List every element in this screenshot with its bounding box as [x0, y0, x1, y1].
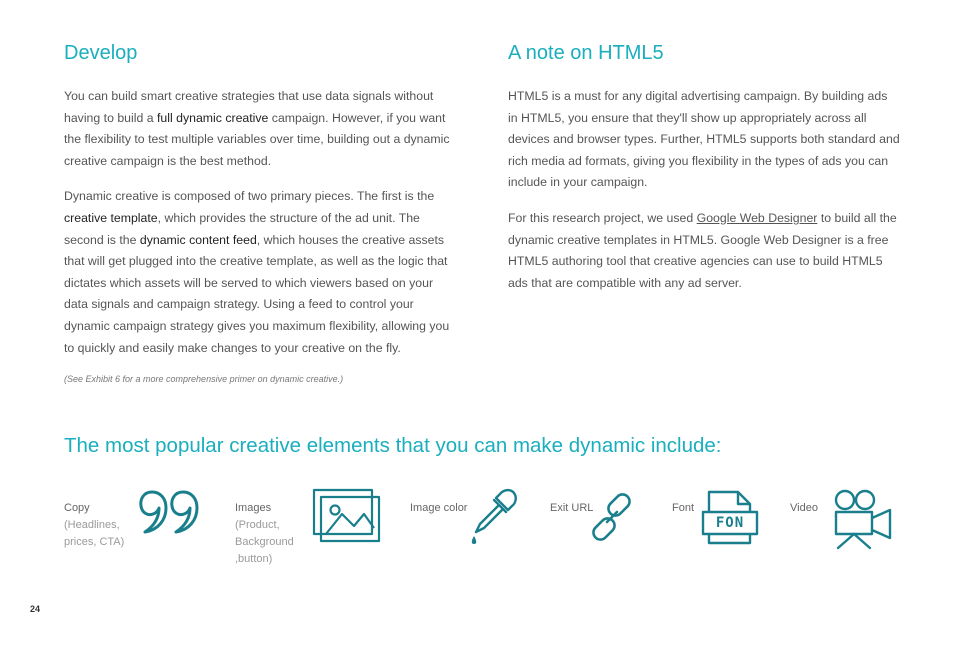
dynamic-content-feed-term: dynamic content feed [139, 232, 257, 247]
eyedropper-icon [466, 486, 522, 552]
develop-p2-text-c: , which houses the creative assets that will get plugged into the creative template, as well as the logic that dictates which assets will be served to which viewers based on your data signals and campaign strategy. Using a feed to control your dynamic campaign strategy gives you maximum flexibility, allowing you to quickly and easily make changes to your creative on the fly. [64, 232, 450, 355]
element-image-color [410, 500, 467, 517]
font-file-icon [700, 488, 760, 546]
element-copy-sub: (Headlines, prices, CTA) [64, 519, 125, 548]
develop-p1-text-a: You can build smart creative strategies that use data signals without having to build a [64, 89, 434, 125]
element-font-label: Font [672, 502, 695, 514]
develop-section [64, 40, 456, 385]
exhibit-note: (See Exhibit 6 for a more comprehensive primer on dynamic creative.) [64, 374, 344, 385]
elements-title: The most popular creative elements that you can make dynamic include: [64, 434, 722, 457]
element-images [235, 500, 310, 568]
element-images-sub: (Product, Background ,button) [235, 519, 294, 565]
element-font [672, 500, 694, 517]
page-number: 24 [30, 604, 41, 614]
element-video [790, 500, 818, 517]
image-icon [312, 488, 382, 544]
google-web-designer-link[interactable]: Google Web Designer [696, 210, 818, 225]
develop-p1-text-b: campaign. However, if you want the flexibility to test multiple variables over time, building out a dynamic creative campaign is the best method. [64, 110, 450, 168]
html5-heading: A note on HTML5 [508, 42, 664, 64]
develop-p2-text-b: , which provides the structure of the ad unit. The second is the [64, 210, 420, 247]
full-dynamic-creative-term: full dynamic creative [156, 110, 269, 125]
link-icon [584, 489, 640, 545]
develop-heading: Develop [64, 42, 138, 64]
element-image-color-label: Image color [410, 502, 468, 514]
video-camera-icon [832, 488, 894, 552]
font-file-icon-text: FON [715, 515, 745, 531]
html5-section [508, 40, 900, 308]
html5-paragraph-2 [508, 208, 900, 294]
develop-p2-text-a: Dynamic creative is composed of two primary pieces. The first is the [64, 189, 435, 204]
element-copy [64, 500, 134, 551]
element-exit-url-label: Exit URL [550, 502, 594, 514]
quote-icon [138, 488, 200, 538]
html5-p2-text-a: For this research project, we used [508, 210, 697, 225]
element-copy-label: Copy [64, 502, 90, 514]
develop-paragraph-2 [64, 186, 456, 359]
element-images-label: Images [235, 502, 272, 514]
creative-template-term: creative template [64, 210, 158, 225]
html5-p2-text-b: to build all the dynamic creative templates in HTML5. Google Web Designer is a free HTML5 authoring tool that creative agencies can use to build HTML5 ads that are compatible with any ad server. [508, 210, 897, 290]
element-video-label: Video [790, 502, 818, 514]
html5-paragraph-1: HTML5 is a must for any digital advertising campaign. By building ads in HTML5, you ensure that they'll show up appropriately across all devices and browser types. Further, HTML5 supports both standard and rich media ad formats, giving you flexibility in the types of ads you can include in your campaign. [508, 89, 900, 190]
develop-paragraph-1 [64, 86, 456, 172]
